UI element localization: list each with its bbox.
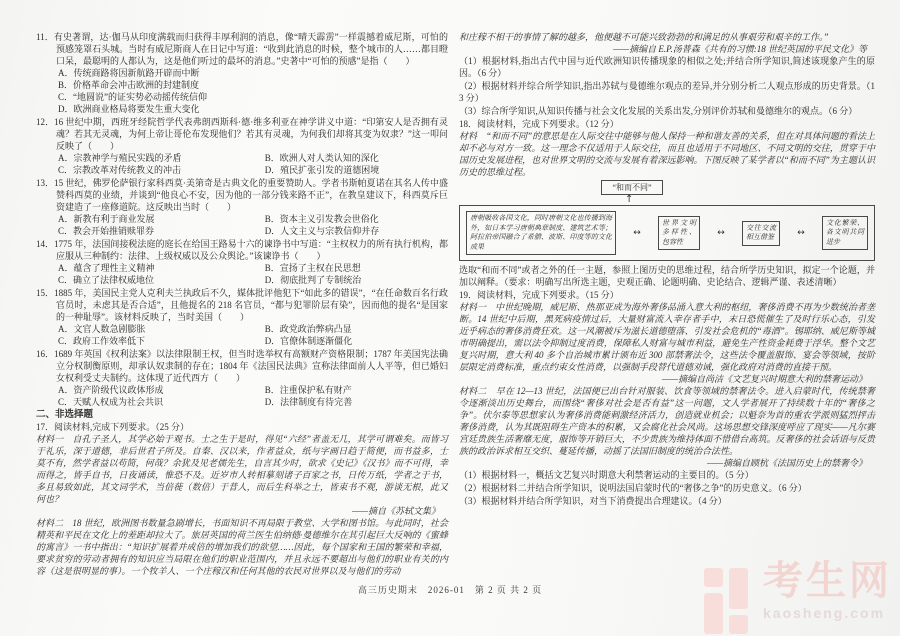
option-c: C．宗教改革对传统教义的冲击: [58, 165, 182, 175]
option-b: B．宣扬了主权在民思想: [264, 263, 361, 273]
question-17-sub-3: （3）综合所学知识,从知识传播与社会文化发展的关系出发,分别评价苏轼和曼德维尔的观点。（6 分）: [459, 106, 858, 116]
question-19-source-1: ——摘编自尚洁《文艺复兴时期意大利的禁奢运动》: [661, 374, 867, 384]
option-c: C．确立了法律权威地位: [58, 275, 155, 285]
question-18-material: 材料 “和而不同”的意思是在人际交往中能够与他人保持一种和谐友善的关系，但在对具体问题的看法上却不必与对方一致。这一理念不仅适用于人际交往，而且也适用于不同地区、不同文明的交往，贯穿于中国历史发展进程，也对世界文明的交流与发展有着深远影响。下图反映了某学者以“和而不同”为主题认识历史的思维过程。: [459, 131, 875, 177]
question-number: 16．: [36, 349, 55, 359]
option-d: D．殖民扩张引发的道德困境: [264, 165, 380, 175]
double-arrow-icon: ↔: [717, 228, 725, 238]
question-18-diagram: [459, 180, 875, 261]
right-column: [459, 31, 875, 508]
question-19-source-2: ——摘编自顾杭《法国历史上的禁奢令》: [706, 458, 867, 468]
question-options: [36, 213, 448, 237]
diagram-box-diversity: 世界文明多样性、包容性: [658, 216, 700, 251]
question-stem: 15．1885 年，美国民主党人克利夫兰执政后不久，媒体批评他犯下“如此多的错误”，“在任命数百名行政官员时，未虑其是否合适”，且他提名的 218 名官员，“都与犯罪阶层有染”，因而他的提名“是国家的一种耻辱”。该材料反映了，当时美国（ ）: [36, 288, 448, 322]
question-14: [36, 238, 448, 286]
option-b: B．价格革命会冲击欧洲的封建制度: [58, 80, 200, 90]
option-d: D．人文主义与宗教信仰并存: [264, 226, 380, 236]
question-stem: 12．16 世纪中期，西班牙经院哲学代表弗朗西斯科·德·维多利亚在神学讲义中道：“印第安人是否拥有灵魂？若其无灵魂，为何上帝让哥伦布发现他们？若其有灵魂，为何我们却将其变为奴隶？”这一叩问反映了（ ）: [36, 117, 448, 151]
double-arrow-icon: ↔: [633, 228, 641, 238]
option-b: B．注重保护私有财产: [264, 385, 352, 395]
logo-block: [729, 568, 748, 609]
double-arrow-icon: ↔: [797, 228, 805, 238]
question-15: [36, 287, 448, 347]
question-17-material-2: 材料二 18 世纪，欧洲图书数量急剧增长，书面知识不再局限于教堂、大学和图书馆。与此同时，社会精英和平民在文化上的差距却拉大了。旅居英国的荷兰医生伯纳德·曼德维尔在其引起巨大反响的《蜜蜂的寓言》一书中指出：“知识扩展着并成倍的增加我们的欲望……因此，每个国家和王国的繁荣和幸福，要求贫穷的劳动者拥有的知识应当局限在他们的职业范围内，并且永远不要超出与他们的职业有关的内容（这是很明显的事）。一个牧羊人、一个庄稼汉和任何其他的农民对世界以及与他们的劳动: [36, 518, 448, 576]
logo-block: [704, 593, 723, 634]
option-c: C．“地圆说”的证实势必动摇传统信仰: [58, 92, 207, 102]
diagram-box-prosperity: 文化繁荣、各文明共同进步: [822, 216, 868, 251]
question-stem: 13．15 世纪，佛罗伦萨银行家科西莫·美第奇是古典文化的重要赞助人。学者书斯帕夏诺在其名人传中盛赞科西莫的业绩，并谈到“他良心不安，因为他的一部分钱来路不正”，在教皇建议下，科西莫斥巨资建造了一座修道院。这反映出当时（ ）: [36, 178, 448, 212]
kaosheng-logo-icon: [704, 558, 754, 634]
left-column: [36, 31, 448, 577]
page-footer: 高三历史期末 2026-01 第 2 页 共 2 页: [357, 585, 543, 595]
question-number: 12．: [36, 117, 55, 127]
logo-block: [704, 568, 723, 587]
diagram-outer-box: [459, 205, 875, 261]
question-16: [36, 348, 448, 408]
watermark-brand: 考生网: [763, 559, 892, 603]
watermark-text: [763, 558, 892, 621]
question-19-material-2: 材料二 早在 12—13 世纪，法国便已出台针对服装、饮食等领域的禁奢法令。进入启蒙时代，传统禁奢令逐渐淡出历史舞台，而围绕“奢侈对社会是否有益”这一问题，文人学者展开了持续数十年的“奢侈之争”。伏尔泰等思想家认为奢侈消费能刺激经济活力，创造就业机会；以魁奈为首的重农学派则猛烈抨击奢侈消费，认为其既阻碍生产资本的积累，又会腐化社会风尚。这场思想交锋深度呼应了现实——凡尔赛宫廷贵族生活奢靡无度，服饰等开销巨大，不少贵族为维持体面不惜借台高筑。反奢侈的社会话语与反贵族的政治诉求相互交织、蔓延传播，动摇了法国旧制度的统治合法性。: [459, 386, 875, 456]
question-19-material-1: 材料一 中世纪晚期，威尼斯、热那亚成为海外奢侈品涌入意大利的枢纽，奢侈消费不再为少数统治者垄断。14 世纪中后期，黑死病疫情过后，大量财富流入幸存者手中，末日恐慌催生了及时行乐心态，引发近乎病态的奢侈消费狂欢。这一风潮被斥为滋长道德堕落、引发社会危机的“毒酒”。锡耶纳、威尼斯等城市明确提出，需以法令抑制过度消费，保障私人财富与城市利益，避免生产性资金耗费于浮华。整个文艺复兴时期，意大利 40 多个自治城市累计颁布近 300 部禁奢法令，这些法令覆盖服饰、宴会等领域，按阶层限定消费标准，重点约束女性消费，以强制手段替代道德劝诫，强化政府对消费的直接干预。: [459, 302, 875, 372]
option-a: A．传统商路将因新航路开辟而中断: [58, 68, 200, 78]
question-17-sub-2: （2）根据材料并综合所学知识,指出苏轼与曼德维尔观点的差异,并分别分析二人观点形成的历史背景。（13 分）: [459, 81, 875, 103]
material-2-source: ——摘编自 E.P.汤普森《共有的习惯:18 世纪英国的平民文化》等: [613, 44, 867, 54]
question-number: 13．: [36, 178, 55, 188]
option-a: A．宗教神学与殖民实践的矛盾: [58, 153, 182, 163]
kaosheng-watermark: [704, 558, 892, 634]
option-c: C．教会开始推销赎罪券: [58, 226, 155, 236]
question-19-sub-2: （2）根据材料二并结合所学知识，说明法国启蒙时代的“奢侈之争”的历史意义。（6 分）: [459, 483, 807, 493]
diagram-box-historical-facts: 唐朝吸收各国文化，同时唐朝文化也传播到海外，如日本学习唐朝典章制度、建筑艺术等；阿拉伯帝国融合了希腊、波斯、印度等的文化成果: [466, 211, 616, 255]
up-arrow-icon: ↑: [625, 194, 634, 205]
question-18-task: 选取“和而不同”或者之外的任一主题，参照上图历史的思维过程，结合所学历史知识，拟定一个论题，并加以阐释。（要求：明确写出所选主题，史观正确、论题明确、史论结合、逻辑严谨、表述清晰）: [459, 265, 875, 287]
question-17-sub-1: （1）根据材料,指出古代中国与近代欧洲知识传播现象的相似之处;并结合所学知识,简述该现象产生的原因。（6 分）: [459, 56, 875, 78]
question-options: [36, 262, 448, 286]
option-a: A．蕴含了理性主义精神: [58, 263, 155, 273]
option-a: A．文官人数急剧膨胀: [58, 324, 146, 334]
option-b: B．资本主义引发教会世俗化: [264, 214, 379, 224]
question-options: [36, 384, 448, 408]
option-d: D．彻底批判了专制统治: [264, 275, 362, 285]
question-number: 15．: [36, 288, 55, 298]
option-b: B．政党政治弊病凸显: [264, 324, 352, 334]
question-stem: 14．1775 年，法国间接税法庭的庭长在给国王路易十六的谏诤书中写道：“主权权力的所有执行机构，都应服从三种制约：法律、上级权威以及公众舆论。”该谏诤书（ ）: [36, 239, 448, 261]
question-17-header: 17．阅读材料,完成下列要求。（25 分）: [36, 422, 190, 432]
question-options: [36, 152, 448, 176]
question-stem: 16．1689 年英国《权利法案》以法律限制王权，但当时选举权有高额财产资格限制；1787 年美国宪法确立分权制衡原则，却承认奴隶制的存在；1804 年《法国民法典》宣称法律面前人人平等，但已婚妇女权利受丈夫制约。这体现了近代西方（ ）: [36, 349, 448, 383]
option-c: C．天赋人权成为社会共识: [58, 397, 164, 407]
question-13: [36, 177, 448, 237]
diagram-theme-box: “和而不同”: [601, 180, 663, 195]
question-number: 14．: [36, 239, 55, 249]
watermark-domain: kaosheng.com: [763, 605, 886, 621]
question-19-sub-3: （3）根据材料并结合所学知识，对当下消费提出合理建议。（4 分）: [459, 496, 727, 506]
question-11: [36, 31, 448, 115]
question-12: [36, 116, 448, 176]
logo-block: [729, 615, 748, 634]
option-a: A．资产阶级代议政体形成: [58, 385, 164, 395]
diagram-box-exchange: 交往交流相互借鉴: [742, 221, 780, 246]
option-a: A．新教有利于商业发展: [58, 214, 155, 224]
question-stem: 11．有史著谓，达·伽马从印度满载而归获得丰厚利润的消息，像“晴天霹雳”一样震撼着威尼斯，可怕的预感笼罩石头城。当时有威尼斯商人在日记中写道：“收到此消息的时候，整个城市的人……都目瞪口呆，最聪明的人都认为，这是他们听过的最坏的消息。”史著中“可怕的预感”是指（ ）: [36, 32, 448, 66]
section-heading: 二、非选择题: [36, 410, 94, 420]
question-19-sub-1: （1）根据材料一，概括文艺复兴时期意大利禁奢运动的主要目的。（5 分）: [459, 470, 754, 480]
option-b: B．欧洲人对人类认知的深化: [264, 153, 379, 163]
question-options: [36, 67, 448, 115]
option-d: D．欧洲商业格局将要发生重大变化: [58, 104, 200, 114]
option-d: D．官僚体制逐渐僵化: [264, 336, 353, 346]
question-number: 11．: [36, 32, 54, 42]
question-17-material-1: 材料一 自孔子圣人，其学必始于观书。士之生于是时，得见“六经”者盖无几，其学可谓难矣。而皆习于礼乐，深于道德，非后世君子所及。自秦、汉以来，作者益众，纸与字画日趋于简便，而书益多，士莫不有，然学者益以苟简，何哉？余犹及见老儒先生，自言其少时，欲求《史记》《汉书》而不可得，幸而得之，皆手自书，日夜诵读，惟恐不及。近岁市人转相摹刻诸子百家之书，日传万纸，学者之于书，多且易致如此，其文词学术，当倍蓰（数倍）于昔人，而后生科举之士，皆束书不观，游谈无根，此又何也？: [36, 434, 448, 504]
question-19-header: 19．阅读材料，完成下列要求。（15 分）: [459, 290, 619, 300]
option-d: D．法律制度有待完善: [264, 397, 353, 407]
question-options: [36, 323, 448, 347]
question-17-material-2-continued: 和庄稼不相干的事情了解的越多，他便越不可能兴致勃勃的和满足的从事艰劳和艰辛的工作。”: [459, 32, 829, 42]
material-1-source: ——摘自《苏轼文集》: [351, 506, 440, 516]
option-c: C．政府工作效率低下: [58, 336, 146, 346]
question-18-header: 18．阅读材料，完成下列要求。（12 分）: [459, 119, 619, 129]
